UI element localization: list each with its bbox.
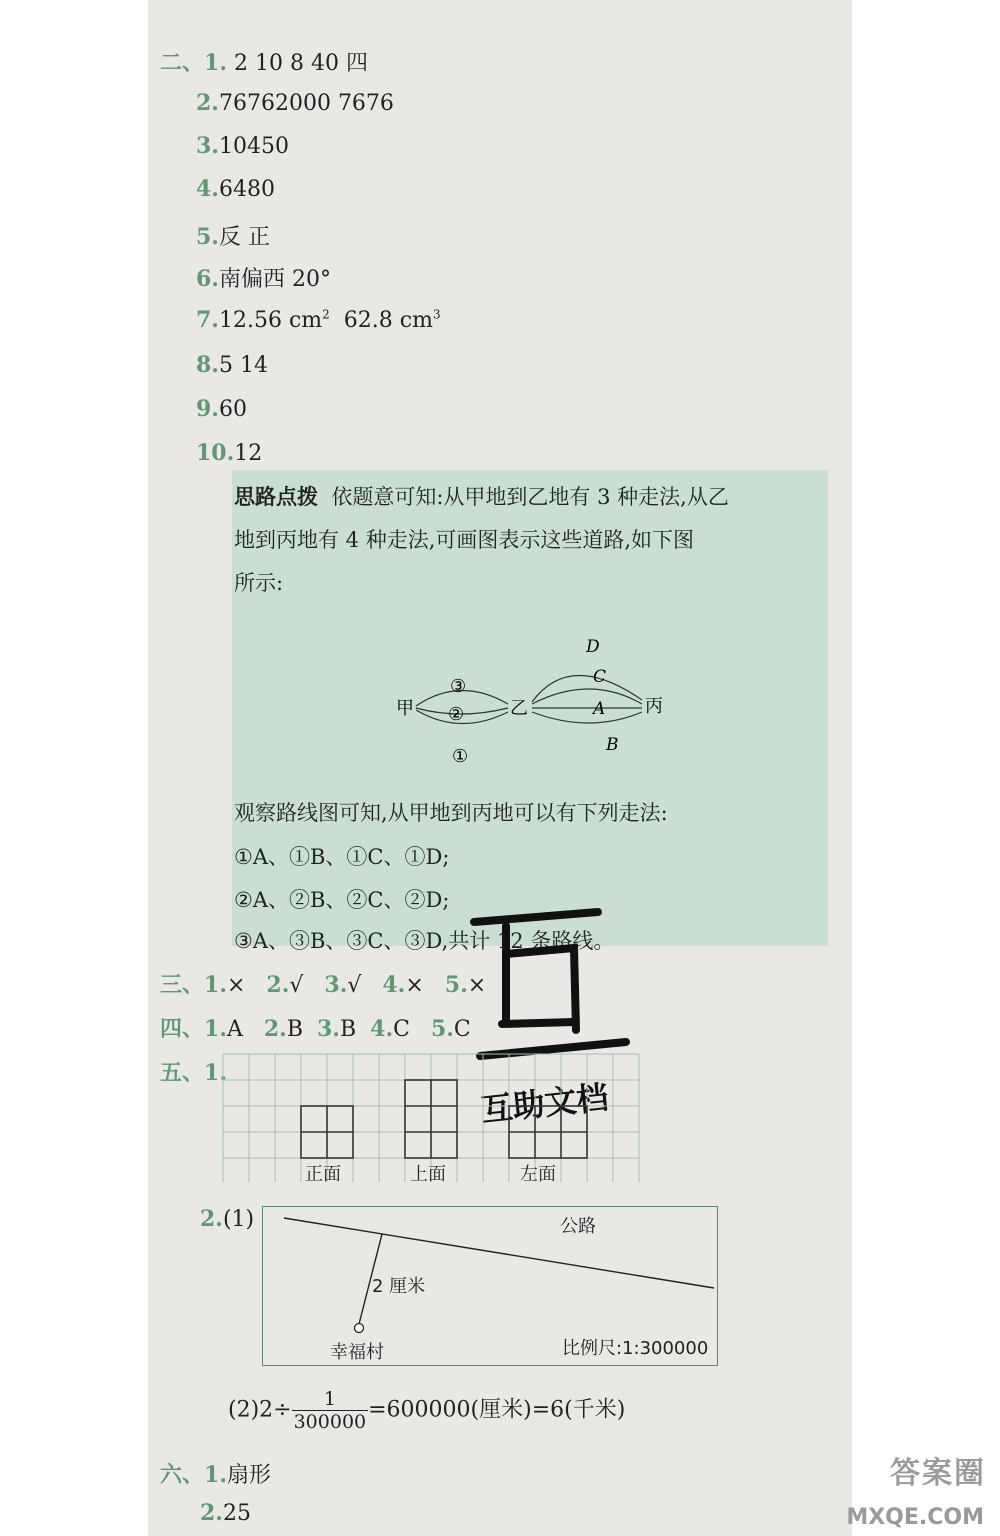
route-label-2: ② [448,704,465,725]
route-label-1: ① [452,746,469,767]
route-label-d: D [586,637,600,657]
fraction: $\frac{1}{300000}$ [293,1388,367,1433]
distance-label: 2 厘米 [372,1276,426,1297]
top-view-label: 上面 [410,1164,446,1185]
route-b-line [532,712,642,723]
answer-2-6: 6.南偏西 20° [196,266,331,292]
hint-line-5: ①A、①B、①C、①D; [234,845,450,869]
road-label: 公路 [560,1216,596,1237]
section-5-item-2: 2.(1) [200,1206,255,1232]
answer-2-10: 10.12 [196,440,263,466]
answer-2-1: 二、1. 2 10 8 40 四 [160,50,368,76]
route-label-a: A [593,699,606,719]
hint-line-7: ③A、③B、③C、③D,共计 12 条路线。 [234,929,615,953]
answer-2-7: 7.12.56 $cm^2$ 62.8 $cm^3$ [196,307,441,333]
hint-line-4: 观察路线图可知,从甲地到丙地可以有下列走法: [234,801,668,825]
section-marker: 二、 [160,50,205,76]
place-bing: 丙 [645,696,663,717]
route-c-line [532,689,642,704]
section-6-item-1: 六、1.扇形 [160,1462,271,1488]
front-view-label: 正面 [305,1164,341,1185]
place-yi: 乙 [510,698,528,719]
route-label-3: ③ [450,676,467,697]
hint-title: 思路点拨 [234,485,318,509]
answer-2-9: 9.60 [196,396,247,422]
svg-text:互助文档: 互助文档 [478,1078,611,1130]
distance-calculation: (2)2÷ $\frac{1}{300000}$ =600000(厘米)=6(千米) [228,1388,626,1433]
section-6-item-2: 2.25 [200,1500,251,1526]
left-view-label: 左面 [520,1164,556,1185]
answer-2-5: 5.反 正 [196,224,270,250]
answer-2-3: 3.10450 [196,133,289,159]
section-4-answers: 四、1.A 2.B 3.B 4.C 5.C [160,1016,471,1042]
hint-line-6: ②A、②B、②C、②D; [234,888,450,912]
village-point [355,1324,364,1333]
route-diagram [380,628,700,768]
answer-2-2: 2.76762000 7676 [196,90,394,116]
route-label-b: B [606,735,619,755]
watermark-logo: 答案圈 [890,1456,986,1491]
road-line [284,1218,714,1288]
scale-label: 比例尺:1:300000 [562,1338,709,1359]
village-label: 幸福村 [330,1342,384,1363]
hint-line-1: 思路点拨 依题意可知:从甲地到乙地有 3 种走法,从乙 [234,485,729,509]
route-label-c: C [593,667,607,687]
hint-line-2: 地到丙地有 4 种走法,可画图表示这些道路,如下图 [234,528,695,552]
hint-line-3: 所示: [234,571,284,595]
section-5-item-1: 五、1. [160,1060,227,1086]
answer-2-4: 4.6480 [196,176,275,202]
watermark-url: MXQE.COM [846,1505,984,1530]
section-3-answers: 三、1.× 2.√ 3.√ 4.× 5.× [160,972,487,998]
place-jia: 甲 [396,698,414,719]
answer-2-8: 8.5 14 [196,352,268,378]
